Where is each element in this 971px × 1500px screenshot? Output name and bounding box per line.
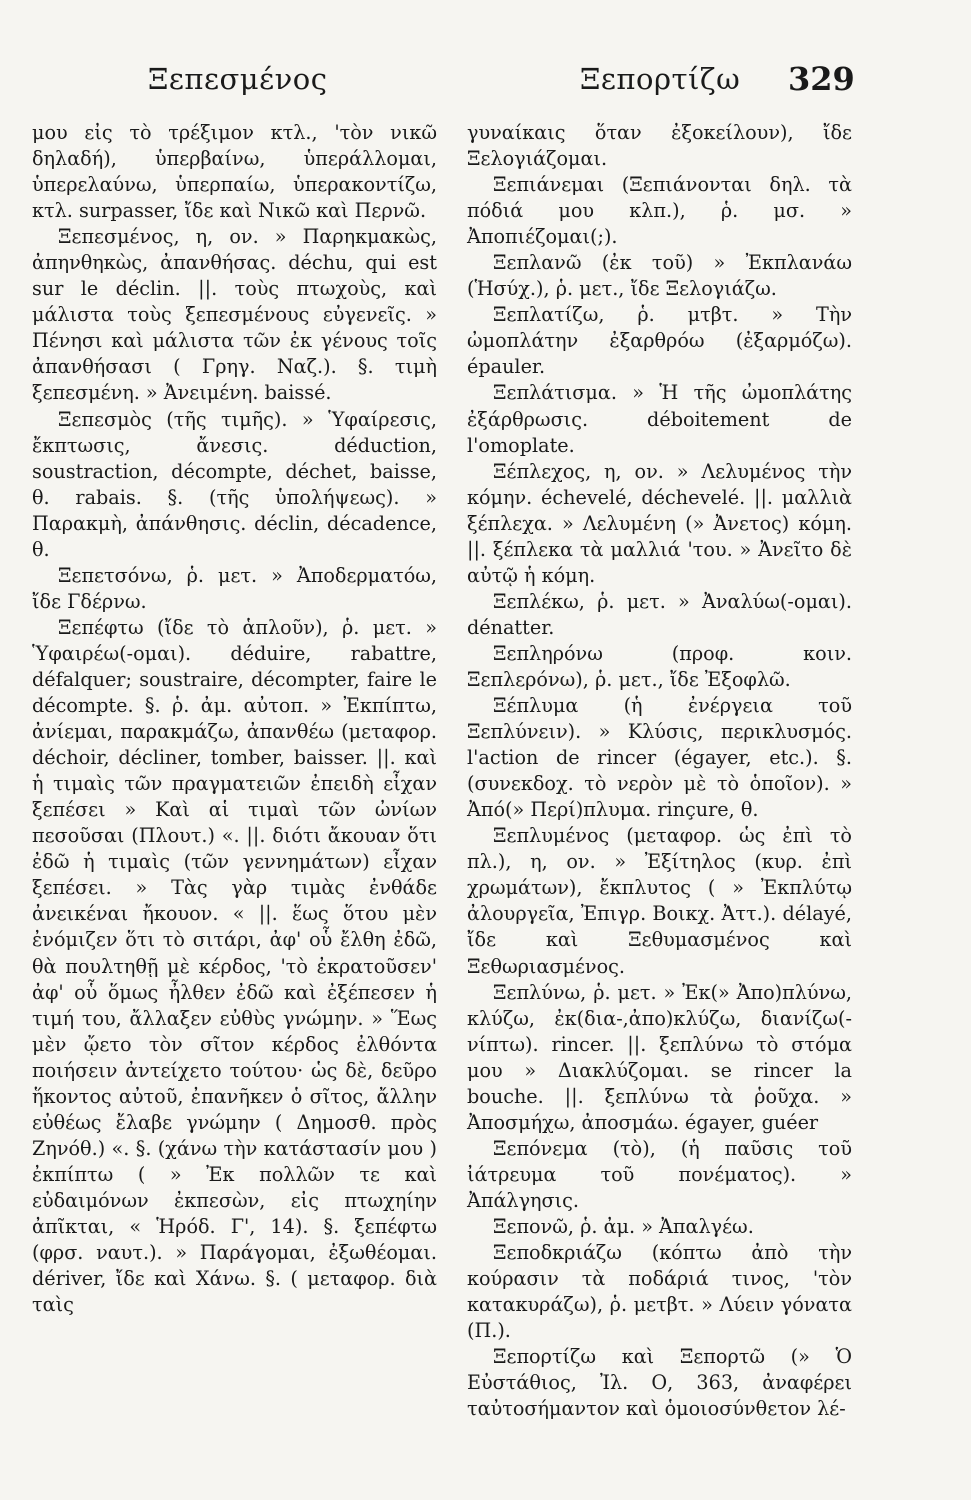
page-header [0,60,971,104]
dictionary-entry: Ξεπεσμένος, η, ον. » Παρηκμακὼς, ἀπηνθηκὼς, ἀπανθήσας. déchu, qui est sur le déclin. ||. τοὺς πτωχοὺς, καὶ μάλιστα τοὺς ξεπεσμένους εὐγενεῖς. » Πένησι καὶ μάλιστα τῶν ἐκ γένους τοῖς ἀπανθήσασι ( Γρηγ. Ναζ.). §. τιμὴ ξεπεσμένη. » Ἀνειμένη. baissé. [32,225,437,405]
dictionary-entry: Ξεπλανῶ (ἐκ τοῦ) » Ἐκπλανάω (Ἡσύχ.), ῥ. μετ., ἴδε Ξελογιάζω. [467,251,852,301]
dictionary-entry: Ξεπλέκω, ῥ. μετ. » Ἀναλύω(-ομαι). dénatter. [467,589,852,639]
dictionary-entry: Ξεπλάτισμα. » Ἡ τῆς ὠμοπλάτης ἐξάρθρωσις. déboitement de l'omoplate. [467,381,852,457]
dictionary-entry: Ξέπλυμα (ἡ ἐνέργεια τοῦ Ξεπλύνειν). » Κλύσις, περικλυσμός. l'action de rincer (égayer, etc.). §. (συνεκδοχ. τὸ νερὸν μὲ τὸ ὁποῖον). » Ἀπό(» Περί)πλυμα. rinçure, θ. [467,694,852,822]
dictionary-entry: Ξεπλατίζω, ῥ. μτβτ. » Τὴν ὠμοπλάτην ἐξαρθρόω (ἐξαρμόζω). épauler. [467,303,852,379]
page-number: 329 [788,60,855,98]
right-column [467,120,852,1422]
dictionary-entry: Ξεπεσμὸς (τῆς τιμῆς). » Ὑφαίρεσις, ἔκπτωσις, ἄνεσις. déduction, soustraction, décompte, déchet, baisse, θ. rabais. §. (τῆς ὑπολήψεως). » Παρακμὴ, ἀπάνθησις. déclin, décadence, θ. [32,407,437,561]
left-running-headword: Ξεπεσμένος [148,62,328,96]
dictionary-entry: Ξεπόνεμα (τὸ), (ἡ παῦσις τοῦ ἰάτρευμα τοῦ πονέματος). » Ἀπάλγησις. [467,1136,852,1212]
dictionary-entry: Ξεπληρόνω (προφ. κοιν. Ξεπλερόνω), ῥ. μετ., ἴδε Ἐξοφλῶ. [467,641,852,691]
dictionary-entry: γυναίκαις ὅταν ἐξοκείλουν), ἴδε Ξελογιάζομαι. [467,121,852,171]
dictionary-entry: Ξεπετσόνω, ῥ. μετ. » Ἀποδερματόω, ἴδε Γδέρνω. [32,563,437,613]
dictionary-entry: Ξεπλυμένος (μεταφορ. ὡς ἐπὶ τὸ πλ.), η, ον. » Ἐξίτηλος (κυρ. ἐπὶ χρωμάτων), ἔκπλυτος ( » Ἐκπλύτῳ ἀλουργεῖα, Ἐπιγρ. Βοικχ. Ἀττ.). délayé, ἴδε καὶ Ξεθυμασμένος καὶ Ξεθωριασμένος. [467,824,852,978]
dictionary-entry: μου εἰς τὸ τρέξιμον κτλ., 'τὸν νικῶ δηλαδή), ὑπερβαίνω, ὑπεράλλομαι, ὑπερελαύνω, ὑπερπαίω, ὑπερακοντίζω, κτλ. surpasser, ἴδε καὶ Νικῶ καὶ Περνῶ. [32,121,437,223]
dictionary-entry: Ξέπλεχος, η, ον. » Λελυμένος τὴν κόμην. échevelé, déchevelé. ||. μαλλιὰ ξέπλεχα. » Λελυμένη (» Ἀνετος) κόμη. ||. ξέπλεκα τὰ μαλλιά 'του. » Ἀνεῖτο δὲ αὐτῷ ἡ κόμη. [467,459,852,587]
dictionary-entry: Ξεπιάνεμαι (Ξεπιάνονται δηλ. τὰ πόδιά μου κλπ.), ῥ. μσ. » Ἀποπιέζομαι(;). [467,173,852,249]
right-running-headword: Ξεπορτίζω [580,62,741,96]
left-column [32,120,437,1318]
dictionary-entry: Ξεπέφτω (ἴδε τὸ ἁπλοῦν), ῥ. μετ. » Ὑφαιρέω(-ομαι). déduire, rabattre, défalquer; soustraire, décompter, faire le décompte. §. ῥ. ἀμ. αὐτοπ. » Ἐκπίπτω, ἀνίεμαι, παρακμάζω, ἀπανθέω (μεταφορ. déchoir, décliner, tomber, baisser. ||. καὶ ἡ τιμαὶς τῶν πραγματειῶν ἐπειδὴ εἶχαν ξεπέσει » Καὶ αἱ τιμαὶ τῶν ὠνίων πεσοῦσαι (Πλουτ.) «. ||. διότι ἄκουαν ὅτι ἐδῶ ἡ τιμαὶς (τῶν γεννημάτων) εἶχαν ξεπέσει. » Τὰς γὰρ τιμὰς ἐνθάδε ἀνεικέναι ἤκουον. « ||. ἕως ὅτου μὲν ἐνόμιζεν ὅτι τὸ σιτάρι, ἀφ' οὗ ἔλθη ἐδῶ, θὰ πουλτηθῇ μὲ κέρδος, 'τὸ ἐκρατοῦσεν' ἀφ' οὗ ὅμως ἦλθεν ἐδῶ καὶ ἐξέπεσεν ἡ τιμή του, ἄλλαξεν εὐθὺς γνώμην. » Ἕως μὲν ᾤετο τὸν σῖτον κέρδος ἐλθόντα ποιήσειν ἀντείχετο τούτου· ὡς δὲ, δεῦρο ἥκοντος αὐτοῦ, ἐπανῆκεν ὁ σῖτος, ἄλλην εὐθέως ἔλαβε γνώμην ( Δημοσθ. πρὸς Ζηνόθ.) «. §. (χάνω τὴν κατάστασίν μου ) ἐκπίπτω ( » Ἐκ πολλῶν τε καὶ εὐδαιμόνων ἐκπεσὼν, εἰς πτωχηίην ἀπῖκται, « Ἡρόδ. Γ', 14). §. ξεπέφτω (φρσ. ναυτ.). » Παράγομαι, ἐξωθέομαι. dériver, ἴδε καὶ Χάνω. §. ( μεταφορ. διὰ ταὶς [32,615,437,1317]
dictionary-entry: Ξεπορτίζω καὶ Ξεπορτῶ (» Ὁ Εὐστάθιος, Ἰλ. Ο, 363, ἀναφέρει ταὐτοσήμαντον καὶ ὁμοιοσύνθετον λέ- [467,1345,852,1421]
dictionary-entry: Ξεπλύνω, ῥ. μετ. » Ἐκ(» Ἀπο)πλύνω, κλύζω, ἐκ(δια-,ἀπο)κλύζω, διανίζω(-νίπτω). rincer. ||. ξεπλύνω τὸ στόμα μου » Διακλύζομαι. se rincer la bouche. ||. ξεπλύνω τὰ ῥοῦχα. » Ἀποσμήχω, ἀποσμάω. égayer, guéer [467,980,852,1134]
dictionary-entry: Ξεποδκριάζω (κόπτω ἀπὸ τὴν κούρασιν τὰ ποδάριά τινος, 'τὸν κατακυράζω), ῥ. μετβτ. » Λύειν γόνατα (Π.). [467,1241,852,1343]
dictionary-entry: Ξεπονῶ, ῥ. ἀμ. » Ἀπαλγέω. [493,1214,754,1238]
